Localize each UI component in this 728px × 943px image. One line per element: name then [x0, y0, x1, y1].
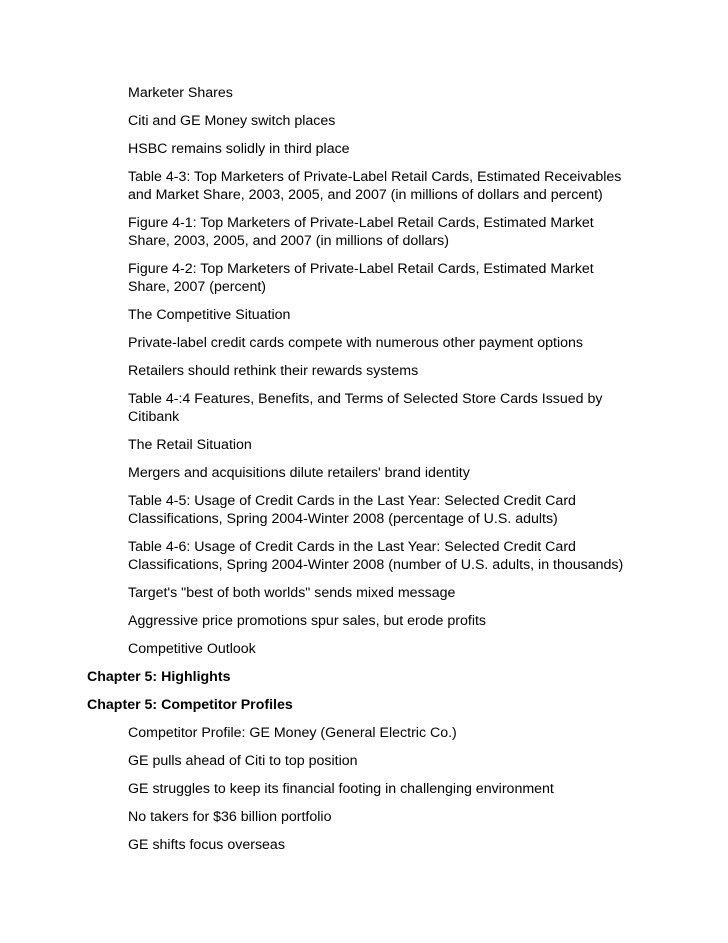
- toc-entry: Figure 4-1: Top Marketers of Private-Label Retail Cards, Estimated Market Share, 2003, 2005, and 2007 (in millions of dollars): [128, 215, 594, 249]
- toc-page: [0, 84, 728, 864]
- toc-entry: No takers for $36 billion portfolio: [128, 809, 332, 825]
- toc-entry: The Competitive Situation: [128, 307, 291, 323]
- toc-entry: Target's "best of both worlds" sends mixed message: [128, 585, 456, 601]
- toc-entry: Private-label credit cards compete with numerous other payment options: [128, 335, 584, 351]
- chapter-heading: Chapter 5: Highlights: [87, 669, 231, 685]
- toc-entry: GE shifts focus overseas: [128, 837, 285, 853]
- toc-entry: Table 4-6: Usage of Credit Cards in the Last Year: Selected Credit Card Classifications, Spring 2004-Winter 2008 (number of U.S. adults, in thousands): [128, 539, 624, 573]
- toc-entry: Figure 4-2: Top Marketers of Private-Label Retail Cards, Estimated Market Share, 2007 (percent): [128, 261, 594, 295]
- toc-entry: Citi and GE Money switch places: [128, 113, 336, 129]
- toc-entry: Table 4-5: Usage of Credit Cards in the Last Year: Selected Credit Card Classifications, Spring 2004-Winter 2008 (percentage of U.S. adults): [128, 493, 576, 527]
- chapter-heading: Chapter 5: Competitor Profiles: [87, 697, 293, 713]
- toc-entry: Table 4-:4 Features, Benefits, and Terms of Selected Store Cards Issued by Citibank: [128, 391, 603, 425]
- toc-entry: Competitive Outlook: [128, 641, 256, 657]
- toc-entry: HSBC remains solidly in third place: [128, 141, 350, 157]
- toc-entry: Marketer Shares: [128, 85, 233, 101]
- toc-entry: GE struggles to keep its financial footing in challenging environment: [128, 781, 554, 797]
- toc-entry: Competitor Profile: GE Money (General Electric Co.): [128, 725, 457, 741]
- toc-entry: Retailers should rethink their rewards systems: [128, 363, 419, 379]
- toc-entry: Table 4-3: Top Marketers of Private-Label Retail Cards, Estimated Receivables and Market Share, 2003, 2005, and 2007 (in millions of dollars and percent): [128, 169, 622, 203]
- toc-entry: Aggressive price promotions spur sales, but erode profits: [128, 613, 487, 629]
- toc-entry: GE pulls ahead of Citi to top position: [128, 753, 358, 769]
- toc-entry: Mergers and acquisitions dilute retailers' brand identity: [128, 465, 470, 481]
- toc-entry: The Retail Situation: [128, 437, 252, 453]
